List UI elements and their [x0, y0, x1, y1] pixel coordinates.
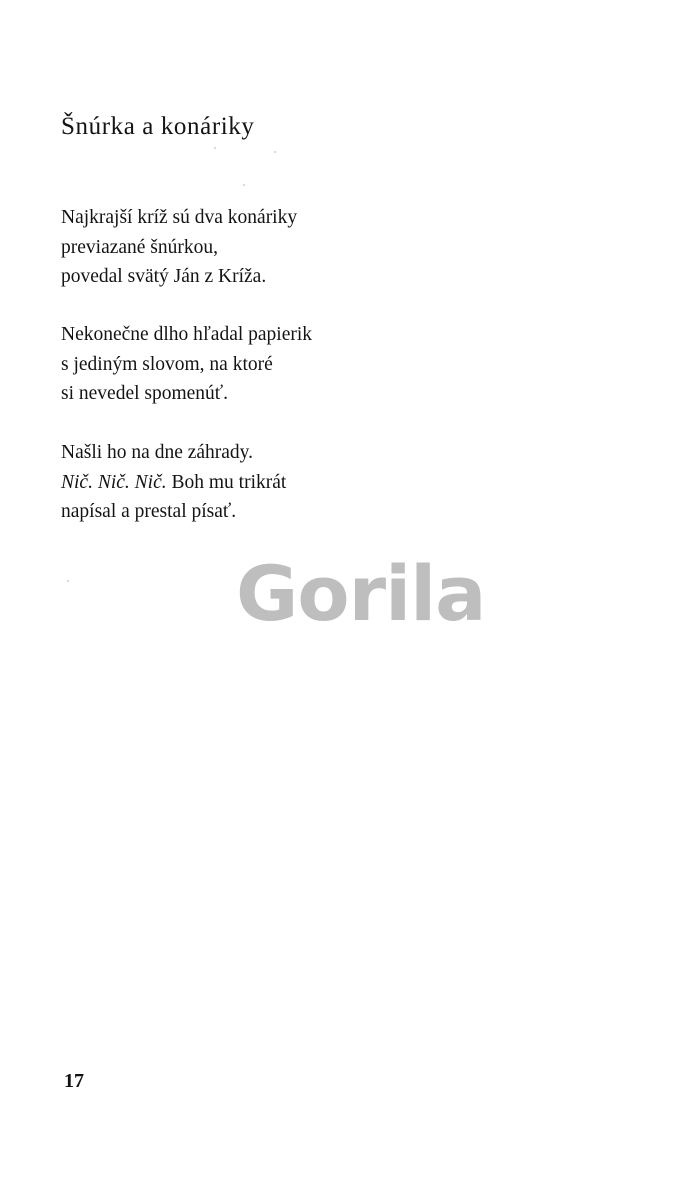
- print-speck: [214, 147, 216, 149]
- print-speck: [243, 184, 245, 186]
- page-number: 17: [64, 1070, 84, 1092]
- poem-line: napísal a prestal písať.: [61, 501, 237, 522]
- print-speck: [67, 580, 69, 582]
- poem-line: povedal svätý Ján z Kríža.: [61, 266, 267, 287]
- poem-line: Najkrajší kríž sú dva konáriky: [61, 207, 298, 228]
- poem-line: Našli ho na dne záhrady.: [61, 442, 254, 463]
- poem-line: previazané šnúrkou,: [61, 236, 219, 258]
- stanza-3: [61, 438, 286, 527]
- poem-line: Nekonečne dlho hľadal papierik: [61, 324, 313, 345]
- poem-title: Šnúrka a konáriky: [61, 113, 255, 140]
- stanza-1: [61, 203, 297, 292]
- poem-line: s jediným slovom, na ktoré: [61, 353, 273, 375]
- italic-phrase: Nič. Nič. Nič.: [61, 471, 167, 493]
- poem-line-rest: Boh mu trikrát: [166, 471, 287, 493]
- print-speck: [274, 151, 276, 153]
- poem-line: [61, 468, 286, 498]
- gorila-watermark: Gorila: [236, 549, 486, 638]
- poem-line: si nevedel spomenúť.: [61, 383, 229, 404]
- stanza-2: [61, 320, 312, 409]
